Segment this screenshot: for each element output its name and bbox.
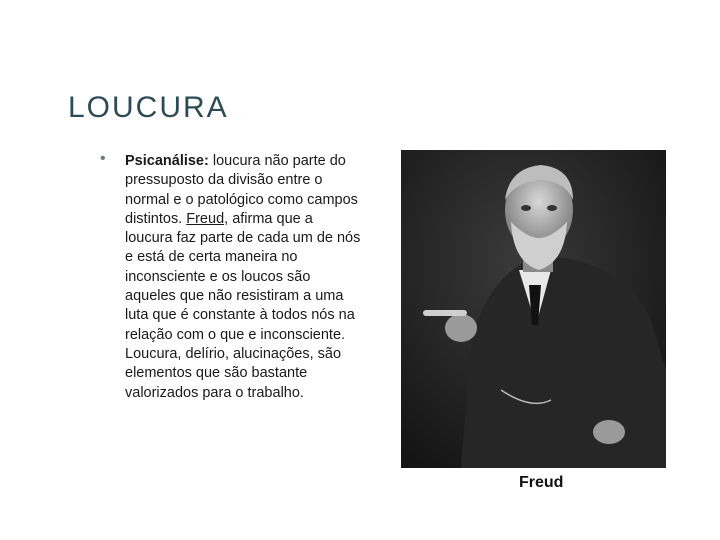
underlined-name: Freud, bbox=[186, 210, 229, 227]
photo-caption: Freud bbox=[519, 474, 564, 491]
bullet-paragraph bbox=[125, 152, 361, 403]
portrait-photo bbox=[401, 150, 666, 468]
bullet-term: Psicanálise: bbox=[125, 153, 209, 169]
bullet-text-after: afirma que a loucura faz parte de cada um de nós e está de certa maneira no inconsciente e os loucos são aqueles que não resistiram a uma luta que é constante à todos nós na relação com o que e inconsciente. Loucura, delírio, alucinações, são elementos que são bastante valorizados para o trabalho. bbox=[125, 210, 361, 401]
slide-title: LOUCURA bbox=[68, 91, 229, 124]
bullet-icon: • bbox=[100, 150, 106, 167]
bullet-text-before: loucura não parte do pressuposto da divisão entre o normal e o patológico como campos distintos. bbox=[125, 153, 358, 227]
